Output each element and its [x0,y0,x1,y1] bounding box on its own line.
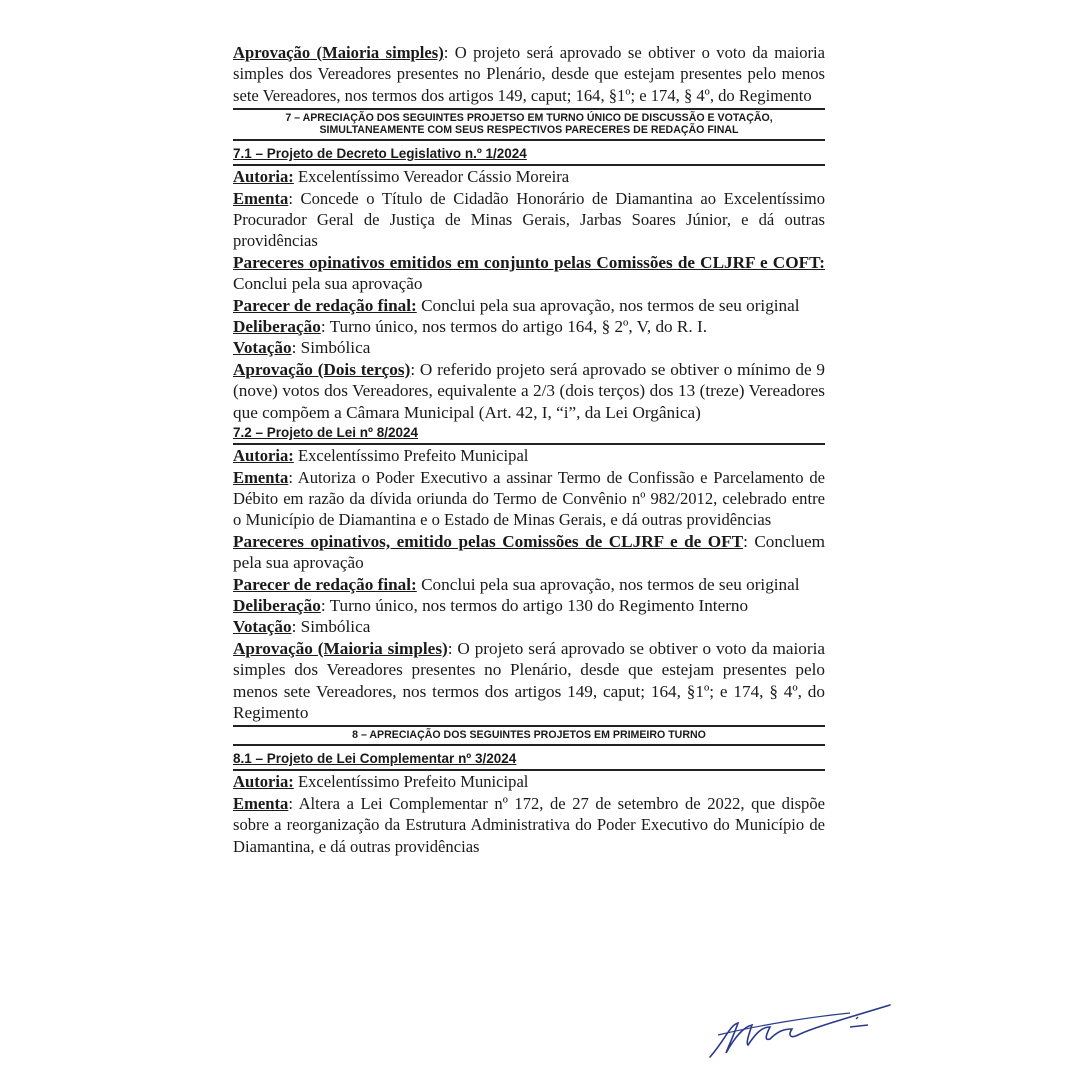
field-text: O projeto será aprovado se obtiver o voto da maioria simples dos Vereadores presentes no Plenário, desde que estejam presentes pelo menos sete Vereadores, nos termos dos artigos 149, caput; 164, §1º; e 174, § 4º, do Regimento [233,638,825,722]
field-paragraph [233,574,825,595]
field-text: Autoriza o Poder Executivo a assinar Termo de Confissão e Parcelamento de Débito em razão da dívida oriunda do Termo de Convênio nº 982/2012, celebrado entre o Município de Diamantina e o Estado de Minas Gerais, e dá outras providências [233,467,825,530]
project-heading: 7.2 – Projeto de Lei nº 8/2024 [233,423,825,445]
field-paragraph [233,42,825,106]
field-label: Parecer de redação final: [233,574,417,594]
project-heading: 7.1 – Projeto de Decreto Legislativo n.º 1/2024 [233,144,825,166]
field-label: Aprovação (Dois terços) [233,359,411,379]
field-label: Aprovação (Maioria simples) [233,43,444,62]
field-separator: : [288,793,299,813]
field-paragraph [233,166,825,187]
field-label: Aprovação (Maioria simples) [233,638,448,658]
field-label: Parecer de redação final: [233,295,417,315]
field-label: Votação [233,617,292,637]
field-paragraph [233,188,825,252]
field-label: Autoria: [233,772,294,792]
field-separator: : [291,338,301,358]
field-label: Deliberação [233,317,321,337]
field-paragraph [233,295,825,316]
field-text: Simbólica [300,338,371,358]
field-paragraph [233,252,825,295]
field-paragraph [233,595,825,616]
field-paragraph [233,316,825,337]
field-separator: : [288,467,298,487]
field-text: Altera a Lei Complementar nº 172, de 27 de setembro de 2022, que dispõe sobre a reorganização da Estrutura Administrativa do Poder Executivo do Município de Diamantina, e dá outras providências [233,793,825,856]
field-text: Excelentíssimo Prefeito Municipal [298,446,529,466]
field-separator: : [443,43,455,62]
project-heading: 8.1 – Projeto de Lei Complementar nº 3/2024 [233,749,825,771]
field-paragraph [233,771,825,792]
field-paragraph [233,616,825,637]
field-label: Pareceres opinativos, emitido pelas Comissões de CLJRF e de OFT [233,531,744,551]
document-page [233,42,825,857]
field-text: O referido projeto será aprovado se obtiver o mínimo de 9 (nove) votos dos Vereadores, equivalente a 2/3 (dois terços) dos 13 (treze) Vereadores que compõem a Câmara Municipal (Art. 42, I, “i”, da Lei Orgânica) [233,359,826,422]
field-paragraph [233,467,825,531]
field-label: Ementa [233,467,289,487]
section-heading: 7 – APRECIAÇÃO DOS SEGUINTES PROJETSO EM TURNO ÚNICO DE DISCUSSÃO E VOTAÇÃO, SIMULTANEAMENTE COM SEUS RESPECTIVOS PARECERES DE REDAÇÃO FINAL [233,108,825,141]
field-separator: : [288,188,301,208]
field-paragraph [233,445,825,466]
field-paragraph [233,638,825,724]
field-separator: : [320,317,330,337]
field-label: Autoria: [233,446,294,466]
field-text: Turno único, nos termos do artigo 130 do Regimento Interno [329,595,749,615]
field-text: Simbólica [300,617,371,637]
field-separator: : [320,595,330,615]
field-separator: : [291,617,301,637]
field-label: Votação [233,338,292,358]
field-label: Ementa [233,188,289,208]
field-paragraph [233,793,825,857]
field-separator: : [410,359,420,379]
field-label: Ementa [233,793,289,813]
field-text: Excelentíssimo Prefeito Municipal [298,772,529,792]
field-text: Turno único, nos termos do artigo 164, § 2º, V, do R. I. [329,317,708,337]
field-text: Concede o Título de Cidadão Honorário de Diamantina ao Excelentíssimo Procurador Geral de Justiça de Minas Gerais, Jarbas Soares Júnior, e dá outras providências [233,188,825,251]
handwritten-signature [700,995,900,1065]
field-separator: : [743,531,755,551]
field-text: O projeto será aprovado se obtiver o voto da maioria simples dos Vereadores presentes no Plenário, desde que estejam presentes pelo menos sete Vereadores, nos termos dos artigos 149, caput; 164, §1º; e 174, § 4º, do Regimento [233,43,825,105]
field-label: Autoria: [233,167,294,187]
field-paragraph [233,359,825,423]
field-text: Conclui pela sua aprovação [233,274,423,294]
field-text: Excelentíssimo Vereador Cássio Moreira [298,167,570,187]
field-paragraph [233,337,825,358]
field-text: Conclui pela sua aprovação, nos termos de seu original [421,295,800,315]
field-paragraph [233,531,825,574]
field-text: Conclui pela sua aprovação, nos termos de seu original [421,574,800,594]
field-text: Concluem pela sua aprovação [233,531,825,573]
field-label: Pareceres opinativos emitidos em conjunto pelas Comissões de CLJRF e COFT: [233,252,825,272]
field-separator: : [447,638,458,658]
field-label: Deliberação [233,595,321,615]
section-heading: 8 – APRECIAÇÃO DOS SEGUINTES PROJETOS EM PRIMEIRO TURNO [233,725,825,746]
